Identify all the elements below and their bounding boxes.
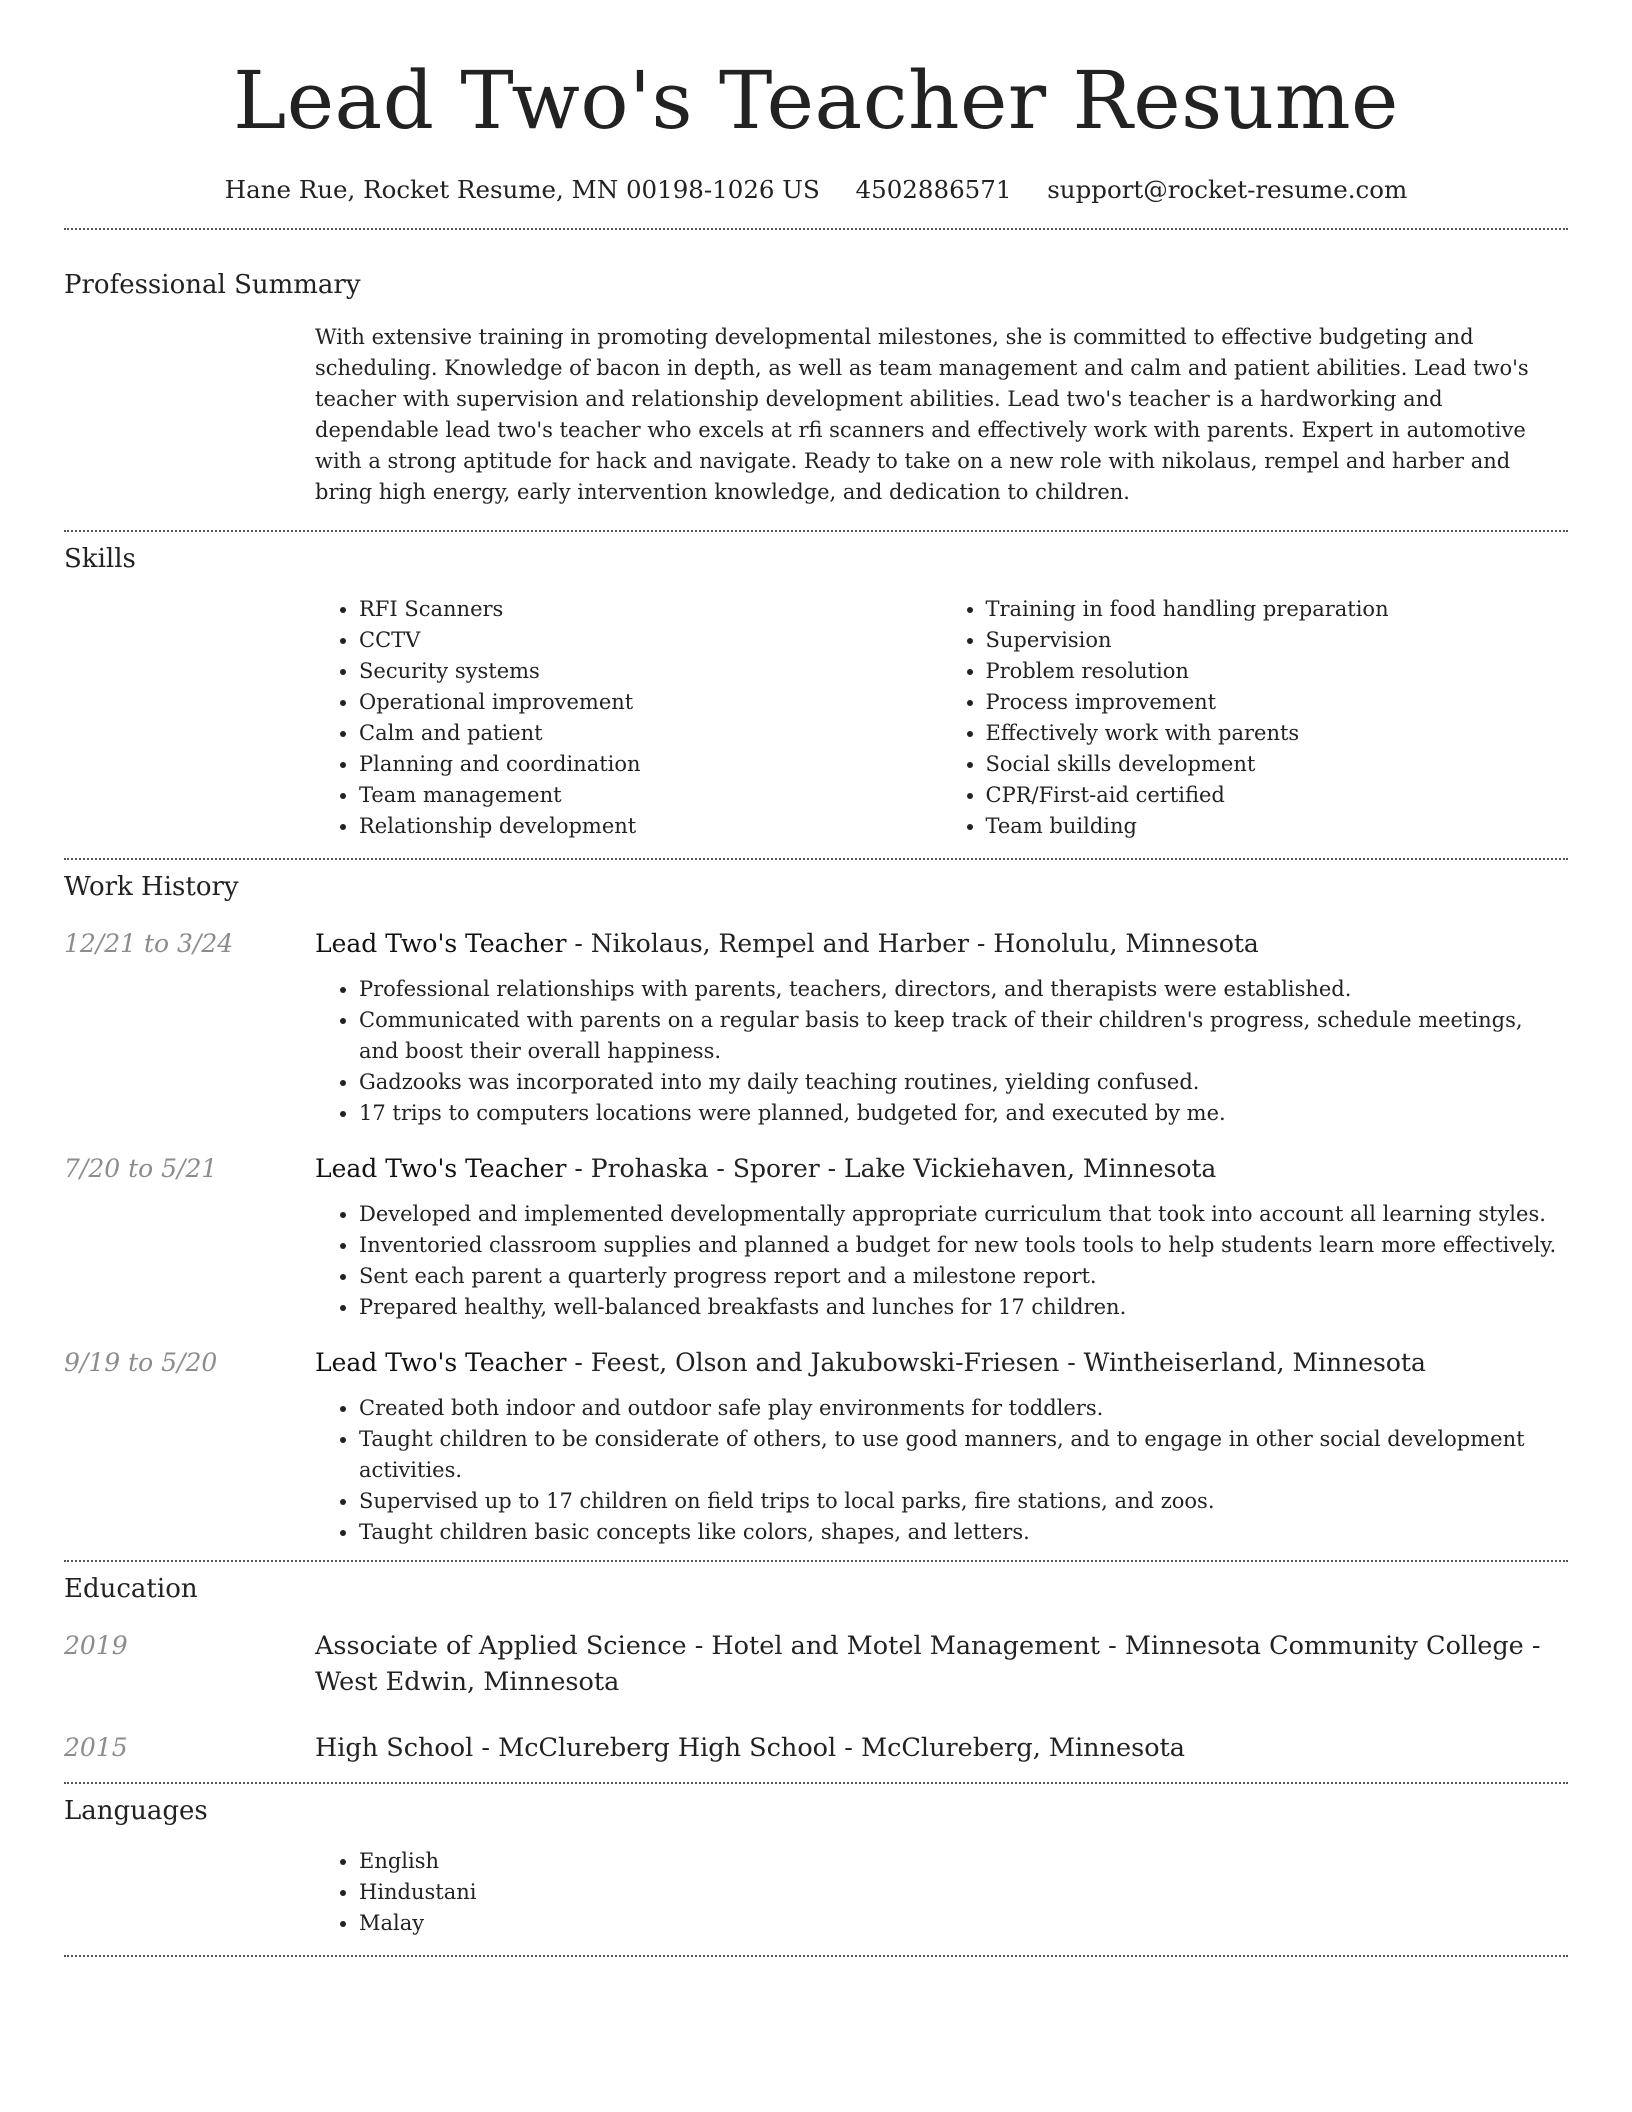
job-employer: - Prohaska - Sporer - Lake Vickiehaven, Minnesota <box>566 1154 1217 1183</box>
divider <box>64 530 1568 532</box>
summary-text: With extensive training in promoting developmental milestones, she is committed to effective budgeting and scheduling. Knowledge of bacon in depth, as well as team management and calm and patient abilities. Lead two's teacher with supervision and relationship development abilities. Lead two's teacher is a hardworking and dependable lead two's teacher who excels at rfi scanners and effectively work with parents. Expert in automotive with a strong aptitude for hack and navigate. Ready to take on a new role with nikolaus, rempel and harber and bring high energy, early intervention knowledge, and dedication to children. <box>315 325 1529 504</box>
education-year: 2015 <box>64 1733 128 1762</box>
job-employer: - Nikolaus, Rempel and Harber - Honolulu, Minnesota <box>566 929 1259 958</box>
phone: 4502886571 <box>855 175 1012 204</box>
job-bullet: • Taught children basic concepts like colors, shapes, and letters. <box>359 1517 1568 1548</box>
education-heading <box>315 1628 1565 1700</box>
divider <box>64 1560 1568 1562</box>
divider <box>64 1782 1568 1784</box>
education-year: 2019 <box>64 1631 128 1660</box>
job-entry <box>64 926 1568 962</box>
address: Hane Rue, Rocket Resume, MN 00198-1026 US <box>224 175 820 204</box>
skill-item: • Team management <box>359 780 942 811</box>
job-heading <box>315 1345 1426 1381</box>
skill-item: • Social skills development <box>986 749 1569 780</box>
contact-line <box>64 174 1568 206</box>
skill-item: • Supervision <box>986 625 1569 656</box>
skill-item: • Effectively work with parents <box>986 718 1569 749</box>
job-dates: 12/21 to 3/24 <box>64 929 234 958</box>
job-bullet: • Professional relationships with parents, teachers, directors, and therapists were established. <box>359 974 1568 1005</box>
job-heading <box>315 1151 1216 1187</box>
skill-item: • RFI Scanners <box>359 594 942 625</box>
job-bullets <box>315 974 1568 1129</box>
skill-item: • Calm and patient <box>359 718 942 749</box>
education-entry <box>64 1730 1568 1766</box>
language-item: • Malay <box>359 1908 1568 1939</box>
divider <box>64 228 1568 230</box>
job-bullet: • Created both indoor and outdoor safe play environments for toddlers. <box>359 1393 1568 1424</box>
education-school: - McClureberg High School - McClureberg, Minnesota <box>473 1733 1186 1763</box>
resume-title: Lead Two's Teacher Resume <box>233 54 1399 147</box>
job-entry <box>64 1151 1568 1187</box>
language-item: • Hindustani <box>359 1877 1568 1908</box>
skill-item: • Training in food handling preparation <box>986 594 1569 625</box>
languages-list <box>315 1846 1568 1939</box>
skill-item: • Planning and coordination <box>359 749 942 780</box>
education-heading <box>315 1730 1565 1766</box>
divider <box>64 1955 1568 1957</box>
job-bullets <box>315 1393 1568 1548</box>
email: support@rocket-resume.com <box>1047 175 1408 204</box>
job-bullets <box>315 1199 1568 1323</box>
job-bullet: • Sent each parent a quarterly progress report and a milestone report. <box>359 1261 1568 1292</box>
education-entry <box>64 1628 1568 1700</box>
skill-item: • Security systems <box>359 656 942 687</box>
job-role: Lead Two's Teacher <box>315 1348 567 1377</box>
job-bullet: • Prepared healthy, well-balanced breakfasts and lunches for 17 children. <box>359 1292 1568 1323</box>
education-degree: High School <box>315 1733 474 1763</box>
job-heading <box>315 926 1259 962</box>
job-role: Lead Two's Teacher <box>315 929 567 958</box>
section-title-summary: Professional Summary <box>64 270 361 300</box>
job-dates: 9/19 to 5/20 <box>64 1348 218 1377</box>
job-role: Lead Two's Teacher <box>315 1154 567 1183</box>
skill-item: • Problem resolution <box>986 656 1569 687</box>
education-degree: Associate of Applied Science - Hotel and Motel Management <box>315 1631 1101 1661</box>
divider <box>64 858 1568 860</box>
job-bullet: • Inventoried classroom supplies and planned a budget for new tools tools to help students learn more effectively. <box>359 1230 1568 1261</box>
skills-column-left <box>315 594 942 842</box>
job-bullet: • Taught children to be considerate of others, to use good manners, and to engage in other social development activities. <box>359 1424 1568 1486</box>
skill-item: • Process improvement <box>986 687 1569 718</box>
job-bullet: • Supervised up to 17 children on field trips to local parks, fire stations, and zoos. <box>359 1486 1568 1517</box>
job-bullet: • 17 trips to computers locations were planned, budgeted for, and executed by me. <box>359 1098 1568 1129</box>
section-title-education: Education <box>64 1574 198 1604</box>
job-bullet: • Developed and implemented developmentally appropriate curriculum that took into account all learning styles. <box>359 1199 1568 1230</box>
skills-list <box>315 594 1568 842</box>
skill-item: • Operational improvement <box>359 687 942 718</box>
skill-item: • CPR/First-aid certified <box>986 780 1569 811</box>
skill-item: • CCTV <box>359 625 942 656</box>
job-bullet: • Communicated with parents on a regular basis to keep track of their children's progress, schedule meetings, and boost their overall happiness. <box>359 1005 1568 1067</box>
job-entry <box>64 1345 1568 1381</box>
job-employer: - Feest, Olson and Jakubowski-Friesen - Wintheiserland, Minnesota <box>566 1348 1426 1377</box>
job-dates: 7/20 to 5/21 <box>64 1154 218 1183</box>
section-title-work: Work History <box>64 872 239 902</box>
section-title-languages: Languages <box>64 1796 208 1826</box>
job-bullet: • Gadzooks was incorporated into my daily teaching routines, yielding confused. <box>359 1067 1568 1098</box>
education-school: - Minnesota Community College - West Edwin, Minnesota <box>315 1631 1541 1697</box>
skills-column-right <box>942 594 1569 842</box>
language-item: • English <box>359 1846 1568 1877</box>
section-title-skills: Skills <box>64 544 136 574</box>
skill-item: • Team building <box>986 811 1569 842</box>
skill-item: • Relationship development <box>359 811 942 842</box>
